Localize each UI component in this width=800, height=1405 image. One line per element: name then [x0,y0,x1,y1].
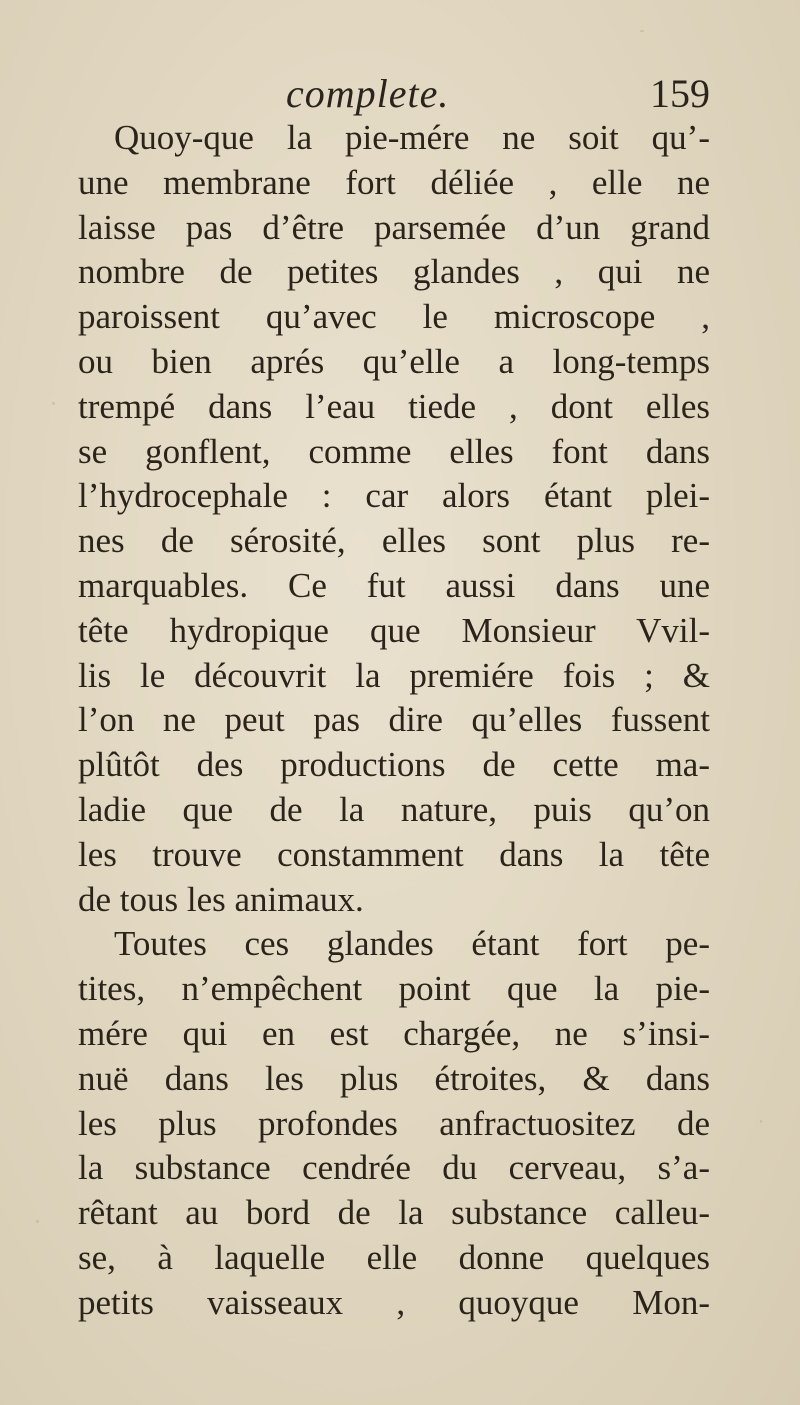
text-line: petits vaisseaux , quoyque Mon- [78,1282,710,1322]
text-line: une membrane fort déliée , elle ne [78,162,710,202]
text-line: nes de sérosité, elles sont plus re- [78,521,710,561]
text-line: l’hydrocephale : car alors étant plei- [78,476,710,516]
text-line: paroissent qu’avec le microscope , [78,297,710,337]
paragraph [78,922,710,1325]
text-line: Quoy-que la pie-mére ne soit qu’- [114,118,710,157]
text-line: lis le découvrit la premiére fois ; & [78,655,710,695]
text-line: laisse pas d’être parsemée d’un grand [78,207,710,247]
text-line: ladie que de la nature, puis qu’on [78,789,710,829]
text-line: mére qui en est chargée, ne s’insi- [78,1013,710,1053]
text-line: les plus profondes anfractuositez de [78,1103,710,1143]
paper-speck [52,402,55,405]
paper-speck [640,30,644,32]
text-line: tites, n’empêchent point que la pie- [78,969,710,1009]
page-number: 159 [650,71,710,116]
text-line: nombre de petites glandes , qui ne [78,252,710,292]
text-line: tête hydropique que Monsieur Vvil- [78,610,710,650]
running-title: complete. [286,71,450,116]
text-line: rêtant au bord de la substance calleu- [78,1193,710,1233]
paragraph [78,116,710,922]
text-line: se, à laquelle elle donne quelques [78,1237,710,1277]
text-line: de tous les animaux. [78,879,364,919]
text-line: nuë dans les plus étroites, & dans [78,1058,710,1098]
text-line: Toutes ces glandes étant fort pe- [114,924,710,964]
text-line: les trouve constamment dans la tête [78,834,710,874]
text-line: l’on ne peut pas dire qu’elles fussent [78,700,710,740]
text-line: plûtôt des productions de cette ma- [78,745,710,785]
text-line: marquables. Ce fut aussi dans une [78,565,710,605]
paper-speck [36,1220,39,1223]
text-line: ou bien aprés qu’elle a long-temps [78,341,710,381]
running-head [78,70,710,120]
text-line: la substance cendrée du cerveau, s’a- [78,1148,710,1188]
body-text [78,116,710,1326]
text-line: trempé dans l’eau tiede , dont elles [78,386,710,426]
paper-speck [760,1120,762,1123]
text-line: se gonflent, comme elles font dans [78,431,710,471]
